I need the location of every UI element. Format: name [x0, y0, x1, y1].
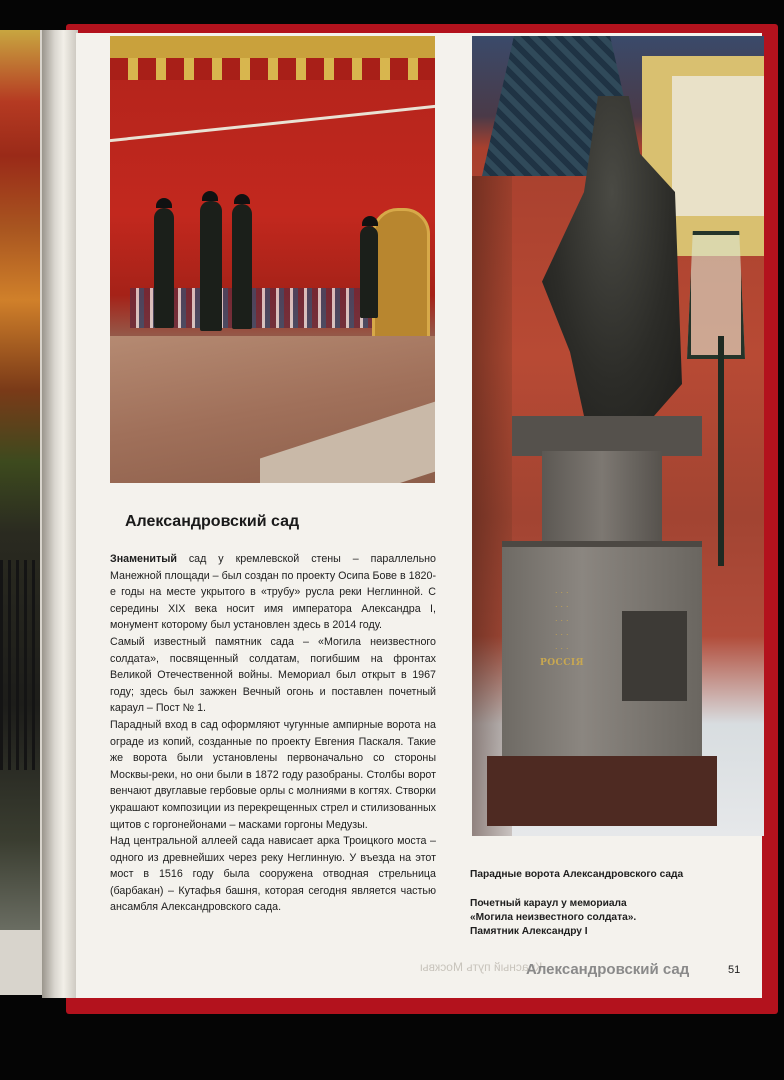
lead-word: Знаменитый	[110, 553, 177, 565]
wall-cornice	[110, 105, 435, 142]
building-facade	[672, 76, 764, 216]
facing-page-strip	[0, 30, 46, 995]
caption-guard-monument	[470, 897, 760, 939]
guard-soldier	[360, 226, 378, 318]
facing-page-fence	[0, 560, 40, 770]
show-through-text: Красный путь Москвы	[420, 960, 543, 974]
paragraph-4: Над центральной аллеей сада нависает арка Троицкого моста – одного из древнейших через реку Неглинную. У въезда на этот мост в 1516 году была сооружена отводная стрельница (барбакан) – Кутафья башня, которая сегодня является частью ансамбля Александровского сада.	[110, 835, 436, 914]
caption-line: Почетный караул у мемориала	[470, 898, 627, 909]
facing-page-photo	[0, 30, 40, 930]
guard-soldier	[200, 201, 222, 331]
lamp-post	[718, 336, 724, 566]
paragraph-1	[110, 551, 436, 634]
street-lamp-icon	[687, 231, 745, 359]
page-number: 51	[728, 964, 741, 976]
guard-soldier	[232, 204, 252, 329]
caption-line: «Могила неизвестного солдата».	[470, 912, 637, 923]
running-title: Александровский сад	[526, 961, 690, 978]
pedestal-column	[542, 451, 662, 551]
kremlin-wall-merlons	[110, 58, 435, 80]
guard-soldier	[154, 208, 174, 328]
bronze-relief	[622, 611, 687, 701]
book-gutter	[42, 30, 78, 998]
article-body	[110, 551, 436, 916]
paragraph-1-text: сад у кремлевской стены – параллельно Манежной площади – был создан по проекту Осипа Бове в 1820-е годы на месте укрытого в «трубу» русла реки Неглинной. С середины XIX века носит имя императора Александра I, монумент которому был установлен здесь в 2014 году.	[110, 553, 436, 632]
monument-plinth	[487, 756, 717, 826]
paragraph-3: Парадный вход в сад оформляют чугунные ампирные ворота на ограде из копий, созданные по проекту Евгения Паскаля. Такие же ворота были установлены первоначально со стороны Москвы-реки, но они были в 1872 году разобраны. Столбы ворот венчают двуглавые гербовые орлы с молниями в когтях. Створки украшают композиции из перекрещенных стрел и стилизованных щитов с горгонейонами – масками горгоны Медузы.	[110, 718, 436, 831]
memorial-arch	[372, 208, 430, 349]
caption-gates: Парадные ворота Александровского сада	[470, 869, 684, 880]
photo-alexander-monument	[472, 36, 764, 836]
photo-honor-guard	[110, 36, 435, 483]
paragraph-2: Самый известный памятник сада – «Могила неизвестного солдата», посвященный солдатам, погибшим на фронтах Великой Отечественной войны. Мемориал был открыт в 1967 году; здесь был зажжен Вечный огонь и поставлен почетный караул – Пост № 1.	[110, 635, 436, 715]
section-heading: Александровский сад	[125, 513, 300, 530]
pedestal-cornice	[512, 416, 702, 456]
pedestal-inscription: · · · · · · · · · · · · · · · РОССІЯ	[527, 586, 597, 686]
inscription-russia: РОССІЯ	[539, 658, 585, 668]
caption-line: Памятник Александру I	[470, 926, 588, 937]
